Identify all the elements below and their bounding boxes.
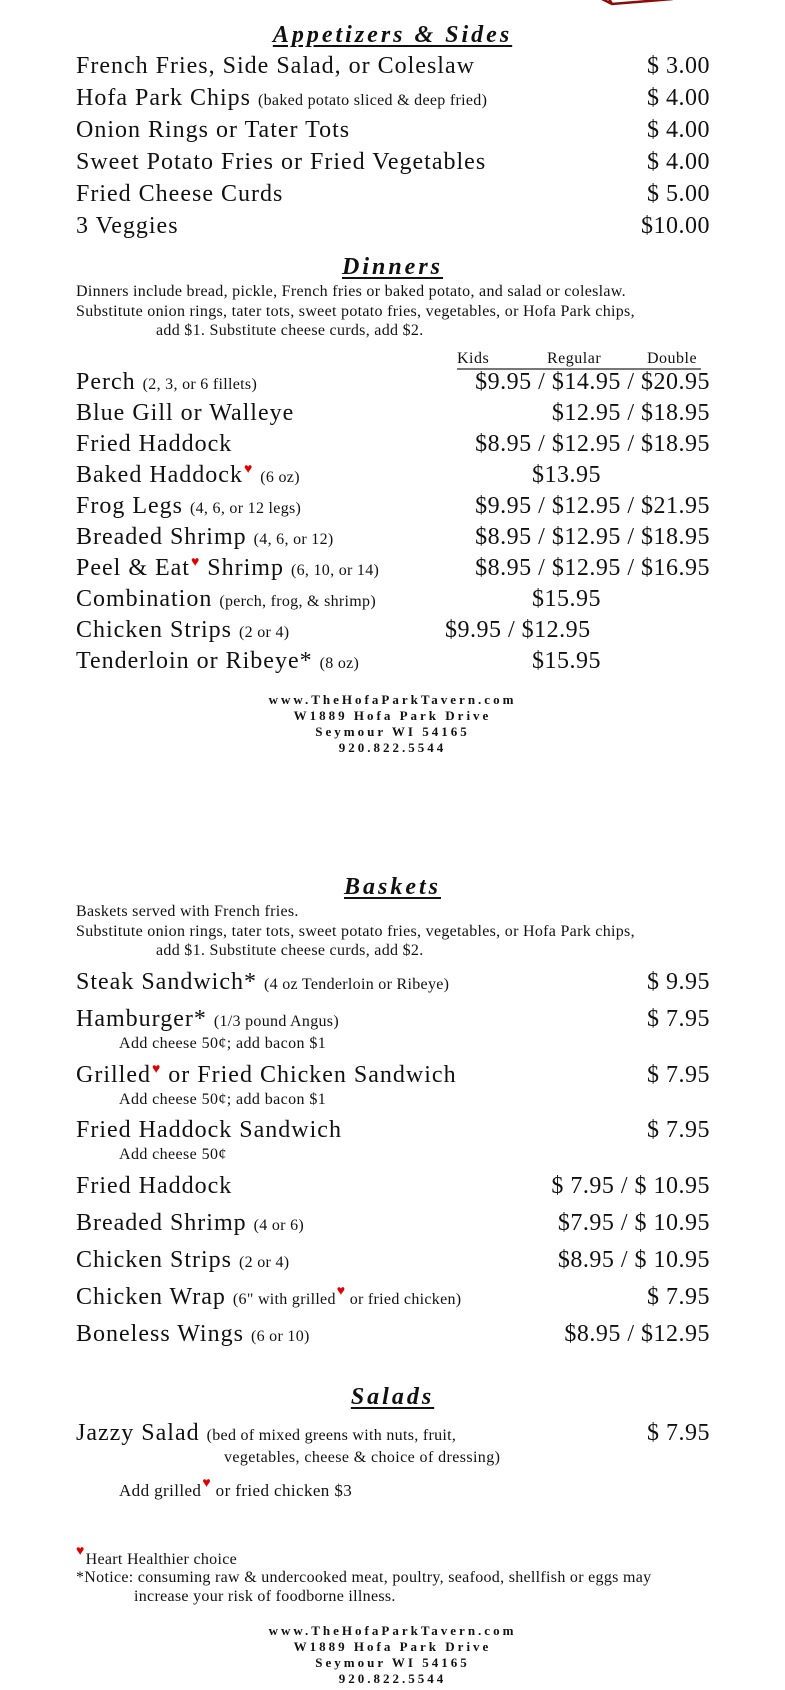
contact-footer bbox=[0, 1623, 785, 1687]
item-note: (6, 10, or 14) bbox=[290, 562, 380, 579]
heart-icon: ♥ bbox=[151, 1062, 162, 1077]
food-safety-notice: *Notice: consuming raw & undercooked meat, poultry, seafood, shellfish or eggs may increase your risk of foodborne illness. bbox=[76, 1569, 652, 1605]
item-name: Baked Haddock bbox=[76, 462, 243, 488]
menu-item: Peel & Eat♥ Shrimp (6, 10, or 14) $8.95 / $12.95 / $16.95 bbox=[76, 555, 710, 581]
item-price: $ 4.00 bbox=[647, 85, 710, 111]
menu-item bbox=[76, 462, 710, 492]
item-price: $13.95 bbox=[532, 462, 601, 488]
item-price: $8.95 / $12.95 / $16.95 bbox=[475, 555, 710, 581]
item-name: Hamburger* bbox=[76, 1006, 207, 1032]
item-note: (baked potato sliced & deep fried) bbox=[257, 92, 488, 109]
item-name: Fried Cheese Curds bbox=[76, 181, 284, 207]
item-price: $ 7.95 bbox=[647, 1420, 710, 1446]
tavern-logo bbox=[497, 0, 687, 16]
menu-item bbox=[76, 53, 710, 83]
item-price: $ 7.95 / $ 10.95 bbox=[551, 1173, 710, 1199]
item-note: (6 or 10) bbox=[250, 1328, 310, 1345]
heart-icon: ♥ bbox=[76, 1544, 85, 1559]
menu-item bbox=[76, 1321, 710, 1351]
heart-icon: ♥ bbox=[243, 462, 254, 477]
item-price: $ 7.95 bbox=[647, 1062, 710, 1088]
menu-item bbox=[76, 1006, 710, 1036]
menu-item bbox=[76, 1284, 710, 1314]
menu-item bbox=[76, 213, 710, 243]
section-title-baskets: Baskets bbox=[343, 874, 441, 900]
item-note: (6 oz) bbox=[260, 469, 300, 486]
item-price: $15.95 bbox=[532, 586, 601, 612]
item-name: Hofa Park Chips bbox=[76, 85, 251, 111]
item-note: (8 oz) bbox=[319, 655, 360, 672]
item-note: (2 or 4) bbox=[239, 624, 290, 641]
item-note: (4 oz Tenderloin or Ribeye) bbox=[263, 976, 450, 993]
item-price: $ 7.95 bbox=[647, 1284, 710, 1310]
heart-legend: ♥Heart Healthier choice bbox=[76, 1544, 238, 1568]
item-name: Onion Rings or Tater Tots bbox=[76, 117, 351, 143]
item-price: $ 4.00 bbox=[647, 117, 710, 143]
menu-item: Grilled♥ or Fried Chicken Sandwich $ 7.95 bbox=[76, 1062, 710, 1088]
item-price: $ 5.00 bbox=[647, 181, 710, 207]
menu-item bbox=[76, 117, 710, 147]
item-addon: Add grilled♥ or fried chicken $3 bbox=[119, 1476, 353, 1500]
item-name: Jazzy Salad bbox=[76, 1420, 200, 1446]
item-price: $12.95 / $18.95 bbox=[551, 400, 710, 426]
item-addon: Add cheese 50¢; add bacon $1 bbox=[119, 1035, 327, 1052]
city: Seymour WI 54165 bbox=[315, 1655, 470, 1670]
item-name: Breaded Shrimp bbox=[76, 1210, 247, 1236]
item-addon: Add cheese 50¢ bbox=[119, 1146, 227, 1163]
item-price: $10.00 bbox=[641, 213, 710, 239]
item-price: $ 7.95 bbox=[647, 1117, 710, 1143]
item-note: (1/3 pound Angus) bbox=[213, 1013, 339, 1030]
item-name: Grilled bbox=[76, 1062, 151, 1088]
address: W1889 Hofa Park Drive bbox=[293, 708, 492, 723]
item-price: $9.95 / $12.95 / $21.95 bbox=[475, 493, 710, 519]
menu-item bbox=[76, 431, 710, 461]
item-price: $ 7.95 bbox=[647, 1006, 710, 1032]
item-note: (6" with grilled♥ or fried chicken) bbox=[232, 1284, 462, 1308]
item-price: $8.95 / $12.95 / $18.95 bbox=[475, 431, 710, 457]
item-name: Peel & Eat bbox=[76, 555, 190, 581]
item-name: Combination bbox=[76, 586, 213, 612]
column-double: Double bbox=[647, 350, 698, 367]
item-name: Sweet Potato Fries or Fried Vegetables bbox=[76, 149, 487, 175]
heart-icon: ♥ bbox=[336, 1284, 346, 1299]
menu-item bbox=[76, 524, 710, 554]
item-note-line2: vegetables, cheese & choice of dressing) bbox=[224, 1449, 501, 1466]
item-price: $ 4.00 bbox=[647, 149, 710, 175]
city: Seymour WI 54165 bbox=[315, 724, 470, 739]
item-name: Perch bbox=[76, 369, 136, 395]
item-name: Frog Legs bbox=[76, 493, 183, 519]
item-price: $ 9.95 bbox=[647, 969, 710, 995]
baskets-description: Baskets served with French fries. Substitute onion rings, tater tots, sweet potato fries, vegetables, or Hofa Park chips, add $1. Substitute cheese curds, add $2. bbox=[76, 903, 635, 959]
item-note: (2, 3, or 6 fillets) bbox=[142, 376, 258, 393]
item-note: (perch, frog, & shrimp) bbox=[219, 593, 376, 610]
menu-item bbox=[76, 1173, 710, 1203]
section-title-salads: Salads bbox=[350, 1384, 435, 1410]
item-name: Chicken Strips bbox=[76, 1247, 232, 1273]
heart-icon: ♥ bbox=[190, 555, 201, 570]
item-price: $8.95 / $12.95 bbox=[564, 1321, 710, 1347]
item-name: Fried Haddock Sandwich bbox=[76, 1117, 342, 1143]
item-price: $9.95 / $14.95 / $20.95 bbox=[475, 369, 710, 395]
item-note: (4, 6, or 12) bbox=[253, 531, 334, 548]
website-link[interactable]: www.TheHofaParkTavern.com bbox=[268, 692, 517, 707]
item-name: Tenderloin or Ribeye* bbox=[76, 648, 313, 674]
phone: 920.822.5544 bbox=[338, 740, 447, 755]
dinners-description: Dinners include bread, pickle, French fries or baked potato, and salad or coleslaw. Substitute onion rings, tater tots, sweet potato fries, vegetables, or Hofa Park chips, add $1. Substitute cheese curds, add $2. bbox=[76, 283, 635, 339]
website-link[interactable]: www.TheHofaParkTavern.com bbox=[268, 1623, 517, 1638]
menu-item bbox=[76, 617, 710, 647]
menu-item bbox=[76, 648, 710, 678]
menu-item bbox=[76, 149, 710, 179]
item-name: Fried Haddock bbox=[76, 431, 233, 457]
menu-item bbox=[76, 1117, 710, 1147]
item-note: (bed of mixed greens with nuts, fruit, bbox=[206, 1427, 457, 1444]
item-name: Steak Sandwich* bbox=[76, 969, 257, 995]
menu-item bbox=[76, 369, 710, 399]
heart-icon: ♥ bbox=[202, 1476, 212, 1491]
menu-item bbox=[76, 85, 710, 115]
item-price: $9.95 / $12.95 bbox=[445, 617, 591, 643]
item-price: $7.95 / $ 10.95 bbox=[557, 1210, 710, 1236]
menu-item bbox=[76, 400, 710, 430]
menu-item bbox=[76, 969, 710, 999]
column-kids: Kids bbox=[457, 350, 490, 367]
item-addon: Add cheese 50¢; add bacon $1 bbox=[119, 1091, 327, 1108]
menu-item bbox=[76, 1420, 710, 1450]
menu-item bbox=[76, 1247, 710, 1277]
menu-item bbox=[76, 586, 710, 616]
item-name: Chicken Strips bbox=[76, 617, 232, 643]
item-price: $15.95 bbox=[532, 648, 601, 674]
menu-item bbox=[76, 493, 710, 523]
menu-item bbox=[76, 181, 710, 211]
section-title-dinners: Dinners bbox=[341, 254, 444, 280]
item-note: (2 or 4) bbox=[239, 1254, 290, 1271]
item-name: Boneless Wings bbox=[76, 1321, 244, 1347]
item-name: Fried Haddock bbox=[76, 1173, 233, 1199]
menu-item bbox=[76, 1210, 710, 1240]
item-name: French Fries, Side Salad, or Coleslaw bbox=[76, 53, 475, 79]
item-note: (4 or 6) bbox=[253, 1217, 305, 1234]
contact-footer bbox=[0, 692, 785, 756]
item-price: $ 3.00 bbox=[647, 53, 710, 79]
item-price: $8.95 / $ 10.95 bbox=[557, 1247, 710, 1273]
column-regular: Regular bbox=[547, 350, 602, 367]
item-name: Blue Gill or Walleye bbox=[76, 400, 295, 426]
address: W1889 Hofa Park Drive bbox=[293, 1639, 492, 1654]
item-name: 3 Veggies bbox=[76, 213, 179, 239]
item-name: Breaded Shrimp bbox=[76, 524, 247, 550]
item-name: Chicken Wrap bbox=[76, 1284, 226, 1310]
phone: 920.822.5544 bbox=[338, 1671, 447, 1686]
item-note: (4, 6, or 12 legs) bbox=[190, 500, 302, 517]
price-column-headers bbox=[457, 350, 701, 370]
section-title-appetizers: Appetizers & Sides bbox=[272, 22, 513, 48]
item-price: $8.95 / $12.95 / $18.95 bbox=[475, 524, 710, 550]
